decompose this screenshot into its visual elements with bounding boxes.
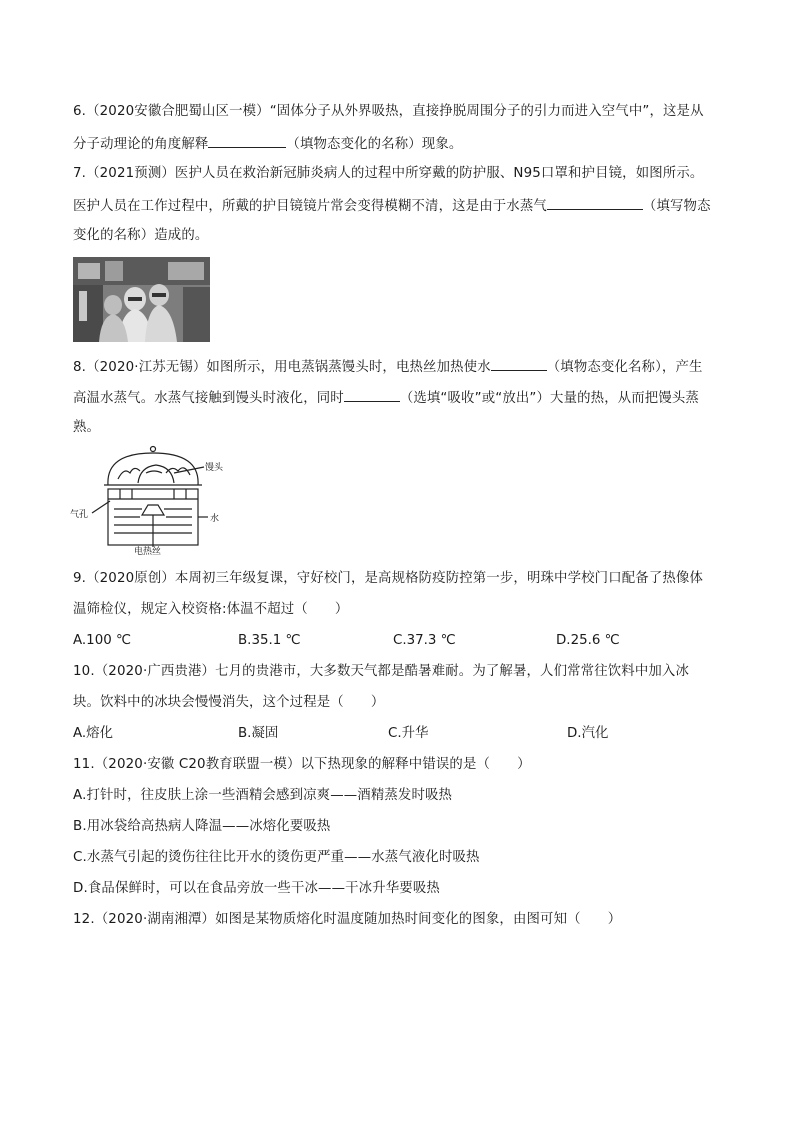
label-dianresi: 电热丝 — [134, 547, 162, 555]
lid-knob — [151, 447, 156, 452]
q7-line2 — [73, 195, 711, 217]
q10-option-c[interactable]: C.升华 — [388, 726, 429, 741]
q11-option-d[interactable]: D.食品保鲜时，可以在食品旁放一些干冰——干冰升华要吸热 — [73, 881, 440, 896]
medical-staff-photo — [73, 257, 210, 342]
q12-line1: 12.（2020·湖南湘潭）如图是某物质熔化时温度随加热时间变化的图象，由图可知（ ） — [73, 912, 622, 927]
q10-line2: 块。饮料中的冰块会慢慢消失，这个过程是（ ） — [73, 695, 385, 710]
q8-line2 — [73, 387, 699, 409]
q7-line2-pre: 医护人员在工作过程中，所戴的护目镜镜片常会变得模糊不清，这是由于水蒸气 — [73, 199, 547, 214]
q8-line3: 熟。 — [73, 420, 101, 435]
q7-line1: 7.（2021预测）医护人员在救治新冠肺炎病人的过程中所穿戴的防护服、N95口罩和护目镜，如图所示。 — [73, 166, 704, 181]
q9-option-a[interactable]: A.100 ℃ — [73, 633, 132, 648]
q9-option-d[interactable]: D.25.6 ℃ — [556, 633, 620, 648]
q11-option-c[interactable]: C.水蒸气引起的烫伤往往比开水的烫伤更严重——水蒸气液化时吸热 — [73, 850, 480, 865]
q8-line1 — [73, 356, 703, 378]
bun-shape — [138, 465, 174, 483]
q6-answer-blank[interactable] — [208, 133, 286, 148]
q8-answer-blank-2[interactable] — [344, 387, 400, 402]
label-qikong: 气孔 — [70, 510, 89, 520]
q6-line1: 6.（2020安徽合肥蜀山区一模）“固体分子从外界吸热，直接挣脱周围分子的引力而进入空气中”，这是从 — [73, 104, 704, 119]
photo-illustration — [73, 257, 210, 342]
q10-option-b[interactable]: B.凝固 — [238, 726, 279, 741]
q6-line2 — [73, 133, 462, 155]
q6-line2-pre: 分子动理论的角度解释 — [73, 137, 209, 152]
q9-line2: 温筛检仪，规定入校资格:体温不超过（ ） — [73, 602, 349, 617]
q10-option-a[interactable]: A.熔化 — [73, 726, 113, 741]
q8-answer-blank-1[interactable] — [491, 356, 547, 371]
q7-line3: 变化的名称）造成的。 — [73, 228, 209, 243]
q7-line2-post: （填写物态 — [642, 199, 711, 214]
q8-line2-post: （选填“吸收”或“放出”）大量的热，从而把馒头蒸 — [399, 391, 699, 406]
q9-option-b[interactable]: B.35.1 ℃ — [238, 633, 301, 648]
q11-option-b[interactable]: B.用冰袋给高热病人降温——冰熔化要吸热 — [73, 819, 331, 834]
q8-line1-post: （填物态变化名称），产生 — [546, 360, 703, 375]
q9-line1: 9.（2020原创）本周初三年级复课，守好校门，是高规格防疫防控第一步，明珠中学校门口配备了热像体 — [73, 571, 703, 586]
q8-line2-pre: 高温水蒸气。水蒸气接触到馒头时液化，同时 — [73, 391, 344, 406]
q10-line1: 10.（2020·广西贵港）七月的贵港市，大多数天气都是酷暑难耐。为了解暑，人们常常往饮料中加入冰 — [73, 664, 689, 679]
q8-line1-pre: 8.（2020·江苏无锡）如图所示，用电蒸锅蒸馒头时，电热丝加热使水 — [73, 360, 491, 375]
q10-option-d[interactable]: D.汽化 — [567, 726, 609, 741]
label-mantou: 馒头 — [205, 463, 224, 473]
steamer-lid — [108, 453, 198, 485]
q11-line1: 11.（2020·安徽 C20教育联盟一模）以下热现象的解释中错误的是（ ） — [73, 757, 531, 772]
label-shui: 水 — [210, 514, 220, 524]
q9-option-c[interactable]: C.37.3 ℃ — [393, 633, 456, 648]
q6-line2-post: （填物态变化的名称）现象。 — [286, 137, 463, 152]
q11-option-a[interactable]: A.打针时，往皮肤上涂一些酒精会感到凉爽——酒精蒸发时吸热 — [73, 788, 453, 803]
heating-element — [142, 505, 164, 515]
q7-answer-blank[interactable] — [547, 195, 643, 210]
steamer-diagram — [68, 443, 238, 555]
